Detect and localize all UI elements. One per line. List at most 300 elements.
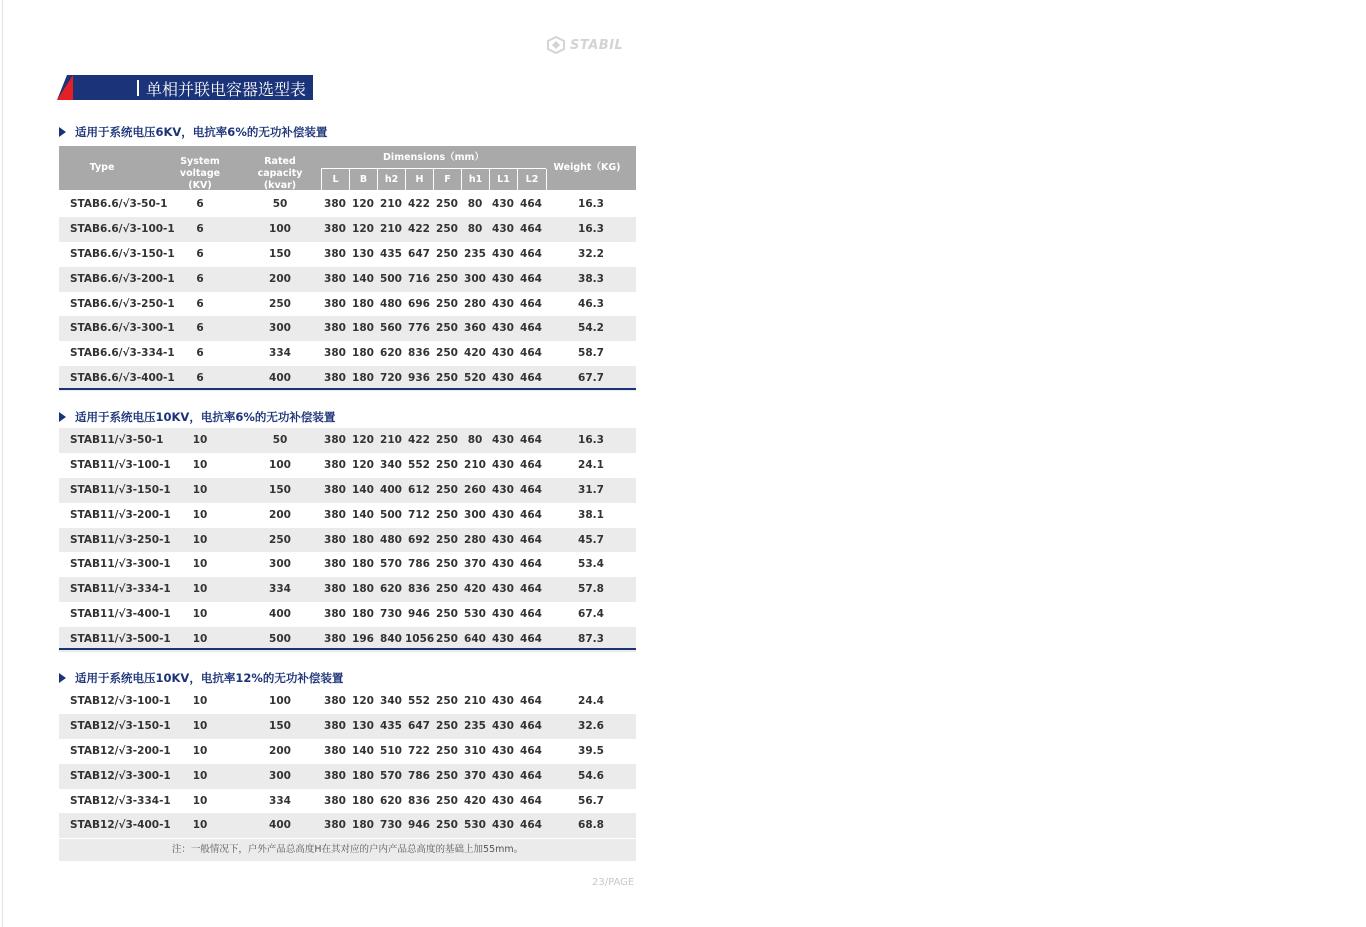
header-weight: Weight（KG) xyxy=(553,162,621,173)
table-row xyxy=(59,689,636,714)
cell-weight: 24.4 xyxy=(578,695,604,707)
cell-dim-l2: 464 xyxy=(520,247,542,260)
cell-dim-b: 180 xyxy=(352,322,374,335)
cell-type: STAB11/√3-50-1 xyxy=(70,434,164,446)
cell-dim-h2: 480 xyxy=(380,533,402,546)
cell-type: STAB6.6/√3-150-1 xyxy=(70,247,175,260)
cell-type: STAB11/√3-500-1 xyxy=(70,633,171,646)
table-row xyxy=(59,739,636,764)
cell-capacity: 150 xyxy=(269,247,291,260)
cell-dim-l: 380 xyxy=(324,695,346,707)
cell-dim-l2: 464 xyxy=(520,794,542,807)
cell-dim-h2: 620 xyxy=(380,794,402,807)
cell-dim-h: 422 xyxy=(408,198,430,210)
cell-dim-l1: 430 xyxy=(492,583,514,596)
cell-voltage: 6 xyxy=(196,347,204,360)
cell-dim-h1: 235 xyxy=(464,719,486,732)
cell-weight: 56.7 xyxy=(578,794,604,807)
cell-dim-h1: 80 xyxy=(467,198,483,210)
section-heading-1 xyxy=(59,124,327,140)
page-title-banner xyxy=(57,75,313,100)
cell-weight: 53.4 xyxy=(578,558,604,571)
cell-dim-h: 716 xyxy=(408,272,430,285)
header-voltage-line1: System voltage xyxy=(179,156,221,179)
cell-dim-l1: 430 xyxy=(492,372,514,385)
cell-capacity: 250 xyxy=(269,297,291,310)
cell-dim-h1: 235 xyxy=(464,247,486,260)
cell-dim-l: 380 xyxy=(324,819,346,832)
cell-dim-h: 836 xyxy=(408,583,430,596)
cell-dim-l1: 430 xyxy=(492,458,514,471)
cell-dim-l2: 464 xyxy=(520,272,542,285)
cell-dim-l1: 430 xyxy=(492,794,514,807)
table-row xyxy=(59,428,636,453)
cell-dim-l2: 464 xyxy=(520,508,542,521)
cell-weight: 67.7 xyxy=(578,372,604,385)
cell-weight: 38.1 xyxy=(578,508,604,521)
cell-capacity: 400 xyxy=(269,608,291,621)
cell-type: STAB6.6/√3-50-1 xyxy=(70,198,168,210)
cell-weight: 45.7 xyxy=(578,533,604,546)
cell-dim-l1: 430 xyxy=(492,508,514,521)
cell-type: STAB12/√3-150-1 xyxy=(70,719,171,732)
cell-dim-b: 180 xyxy=(352,794,374,807)
cell-dim-l: 380 xyxy=(324,347,346,360)
table-body-section-1 xyxy=(59,192,636,391)
cell-dim-l2: 464 xyxy=(520,198,542,210)
cell-type: STAB12/√3-400-1 xyxy=(70,819,171,832)
brand-logo-text: STABIL xyxy=(570,37,624,53)
cell-dim-l2: 464 xyxy=(520,483,542,496)
cell-type: STAB11/√3-100-1 xyxy=(70,458,171,471)
cell-type: STAB6.6/√3-334-1 xyxy=(70,347,175,360)
cell-weight: 32.6 xyxy=(578,719,604,732)
header-voltage-line2: (KV) xyxy=(188,180,212,191)
cell-voltage: 10 xyxy=(192,458,208,471)
cell-type: STAB12/√3-200-1 xyxy=(70,744,171,757)
cell-dim-l: 380 xyxy=(324,222,346,235)
cell-dim-b: 196 xyxy=(352,633,374,646)
cell-dim-l1: 430 xyxy=(492,247,514,260)
cell-dim-h: 836 xyxy=(408,794,430,807)
cell-dim-b: 180 xyxy=(352,372,374,385)
cell-dim-l1: 430 xyxy=(492,297,514,310)
cell-weight: 16.3 xyxy=(578,222,604,235)
cell-voltage: 6 xyxy=(196,297,204,310)
cell-dim-b: 120 xyxy=(352,434,374,446)
cell-type: STAB6.6/√3-200-1 xyxy=(70,272,175,285)
section-heading-3 xyxy=(59,670,343,686)
cell-dim-b: 180 xyxy=(352,769,374,782)
cell-capacity: 400 xyxy=(269,372,291,385)
cell-dim-l1: 430 xyxy=(492,769,514,782)
cell-voltage: 6 xyxy=(196,247,204,260)
cell-capacity: 334 xyxy=(269,794,291,807)
cell-weight: 38.3 xyxy=(578,272,604,285)
cell-dim-h2: 435 xyxy=(380,247,402,260)
cell-dim-f: 250 xyxy=(436,533,458,546)
cell-dim-b: 180 xyxy=(352,583,374,596)
cell-dim-b: 180 xyxy=(352,558,374,571)
cell-dim-l2: 464 xyxy=(520,558,542,571)
cell-dim-f: 250 xyxy=(436,558,458,571)
triangle-bullet-icon xyxy=(59,412,66,422)
table-row xyxy=(59,292,636,317)
table-header xyxy=(59,146,636,190)
table-body-section-3 xyxy=(59,689,636,838)
cell-dim-f: 250 xyxy=(436,508,458,521)
table-row xyxy=(59,764,636,789)
cell-type: STAB6.6/√3-300-1 xyxy=(70,322,175,335)
cell-dim-b: 120 xyxy=(352,198,374,210)
cell-dim-h: 552 xyxy=(408,458,430,471)
cell-dim-h2: 840 xyxy=(380,633,402,646)
cell-voltage: 6 xyxy=(196,272,204,285)
cell-dim-h2: 500 xyxy=(380,272,402,285)
cell-dim-l1: 430 xyxy=(492,347,514,360)
cell-dim-l: 380 xyxy=(324,583,346,596)
cell-dim-l1: 430 xyxy=(492,198,514,210)
cell-dim-l2: 464 xyxy=(520,297,542,310)
table-row xyxy=(59,714,636,739)
header-dim-h1: h1 xyxy=(461,169,489,190)
section-title: 适用于系统电压6KV，电抗率6%的无功补偿装置 xyxy=(75,125,328,139)
section-rule-1 xyxy=(59,388,636,390)
table-body-section-2 xyxy=(59,428,636,652)
cell-weight: 54.2 xyxy=(578,322,604,335)
table-row xyxy=(59,602,636,627)
table-row xyxy=(59,528,636,553)
header-dim-l2: L2 xyxy=(517,169,547,190)
cell-dim-b: 140 xyxy=(352,272,374,285)
cell-dim-b: 180 xyxy=(352,297,374,310)
cell-voltage: 10 xyxy=(192,633,208,646)
cell-weight: 67.4 xyxy=(578,608,604,621)
cell-weight: 58.7 xyxy=(578,347,604,360)
table-row xyxy=(59,341,636,366)
cell-dim-l1: 430 xyxy=(492,434,514,446)
cell-dim-h2: 340 xyxy=(380,458,402,471)
cell-type: STAB11/√3-400-1 xyxy=(70,608,171,621)
cell-dim-b: 140 xyxy=(352,744,374,757)
cell-capacity: 150 xyxy=(269,483,291,496)
page-edge-rule xyxy=(2,0,3,927)
cell-voltage: 10 xyxy=(192,483,208,496)
table-row xyxy=(59,478,636,503)
cell-voltage: 10 xyxy=(192,608,208,621)
cell-type: STAB6.6/√3-250-1 xyxy=(70,297,175,310)
cell-dim-h2: 620 xyxy=(380,347,402,360)
cell-dim-h2: 500 xyxy=(380,508,402,521)
cell-dim-h2: 435 xyxy=(380,719,402,732)
cell-dim-f: 250 xyxy=(436,222,458,235)
cell-dim-f: 250 xyxy=(436,719,458,732)
cell-dim-l: 380 xyxy=(324,247,346,260)
cell-dim-l1: 430 xyxy=(492,633,514,646)
cell-dim-h1: 210 xyxy=(464,458,486,471)
cell-capacity: 300 xyxy=(269,558,291,571)
cell-dim-l2: 464 xyxy=(520,322,542,335)
table-row xyxy=(59,503,636,528)
cell-dim-h: 647 xyxy=(408,247,430,260)
cell-dim-b: 180 xyxy=(352,347,374,360)
cell-voltage: 10 xyxy=(192,719,208,732)
cell-dim-b: 130 xyxy=(352,719,374,732)
header-dim-f: F xyxy=(433,169,461,190)
cell-type: STAB12/√3-334-1 xyxy=(70,794,171,807)
cell-voltage: 10 xyxy=(192,434,208,446)
cell-dim-f: 250 xyxy=(436,372,458,385)
cell-dim-b: 180 xyxy=(352,608,374,621)
cell-dim-l2: 464 xyxy=(520,695,542,707)
cell-dim-h: 936 xyxy=(408,372,430,385)
cell-dim-l2: 464 xyxy=(520,769,542,782)
cell-dim-b: 180 xyxy=(352,819,374,832)
triangle-bullet-icon xyxy=(59,673,66,683)
cell-dim-h: 776 xyxy=(408,322,430,335)
cell-dim-h2: 560 xyxy=(380,322,402,335)
title-white-accent xyxy=(57,75,67,100)
cell-dim-b: 120 xyxy=(352,695,374,707)
cell-type: STAB12/√3-100-1 xyxy=(70,695,171,707)
cell-dim-f: 250 xyxy=(436,744,458,757)
cell-dim-h: 552 xyxy=(408,695,430,707)
cell-dim-l1: 430 xyxy=(492,819,514,832)
cell-capacity: 400 xyxy=(269,819,291,832)
cell-type: STAB6.6/√3-400-1 xyxy=(70,372,175,385)
cell-dim-l2: 464 xyxy=(520,533,542,546)
page-title: 单相并联电容器选型表 xyxy=(146,80,307,99)
cell-dim-l: 380 xyxy=(324,558,346,571)
cell-dim-l2: 464 xyxy=(520,347,542,360)
cell-dim-l: 380 xyxy=(324,272,346,285)
cell-dim-l2: 464 xyxy=(520,434,542,446)
cell-dim-f: 250 xyxy=(436,695,458,707)
cell-dim-l1: 430 xyxy=(492,272,514,285)
cell-dim-h: 612 xyxy=(408,483,430,496)
cell-weight: 16.3 xyxy=(578,198,604,210)
cell-dim-l: 380 xyxy=(324,769,346,782)
header-capacity-line2: (kvar) xyxy=(263,180,297,191)
cell-voltage: 6 xyxy=(196,372,204,385)
cell-weight: 16.3 xyxy=(578,434,604,446)
cell-dim-h1: 80 xyxy=(467,222,483,235)
cell-dim-l: 380 xyxy=(324,322,346,335)
table-row xyxy=(59,267,636,292)
cell-weight: 57.8 xyxy=(578,583,604,596)
section-rule-2 xyxy=(59,648,636,650)
cell-dim-l1: 430 xyxy=(492,483,514,496)
cell-dim-l1: 430 xyxy=(492,608,514,621)
cell-dim-h2: 720 xyxy=(380,372,402,385)
cell-capacity: 150 xyxy=(269,719,291,732)
cell-type: STAB11/√3-200-1 xyxy=(70,508,171,521)
cell-dim-f: 250 xyxy=(436,247,458,260)
header-dim-l: L xyxy=(321,169,349,190)
cell-capacity: 200 xyxy=(269,744,291,757)
table-row xyxy=(59,316,636,341)
cell-dim-h2: 210 xyxy=(380,222,402,235)
cell-dim-h1: 420 xyxy=(464,583,486,596)
section-heading-2 xyxy=(59,409,335,425)
cell-dim-l: 380 xyxy=(324,719,346,732)
cell-dim-l1: 430 xyxy=(492,222,514,235)
table-row xyxy=(59,192,636,217)
cell-dim-f: 250 xyxy=(436,434,458,446)
cell-voltage: 10 xyxy=(192,558,208,571)
header-dim-l1: L1 xyxy=(489,169,517,190)
cell-capacity: 500 xyxy=(269,633,291,646)
cell-dim-h: 422 xyxy=(408,222,430,235)
cell-dim-h: 836 xyxy=(408,347,430,360)
cell-dim-h2: 730 xyxy=(380,608,402,621)
cell-dim-h1: 530 xyxy=(464,608,486,621)
cell-dim-h: 1056 xyxy=(405,633,435,646)
cell-dim-f: 250 xyxy=(436,633,458,646)
cell-dim-h1: 280 xyxy=(464,297,486,310)
cell-type: STAB12/√3-300-1 xyxy=(70,769,171,782)
cell-dim-h1: 530 xyxy=(464,819,486,832)
section-title: 适用于系统电压10KV，电抗率12%的无功补偿装置 xyxy=(75,671,344,685)
cell-dim-h1: 300 xyxy=(464,508,486,521)
cell-dim-l: 380 xyxy=(324,198,346,210)
cell-voltage: 6 xyxy=(196,322,204,335)
cell-dim-h1: 360 xyxy=(464,322,486,335)
cell-capacity: 100 xyxy=(269,458,291,471)
table-row xyxy=(59,217,636,242)
cell-dim-h: 722 xyxy=(408,744,430,757)
cell-voltage: 10 xyxy=(192,583,208,596)
cell-capacity: 300 xyxy=(269,769,291,782)
cell-dim-h1: 210 xyxy=(464,695,486,707)
cell-dim-b: 140 xyxy=(352,483,374,496)
cell-dim-h: 422 xyxy=(408,434,430,446)
table-row xyxy=(59,789,636,814)
header-type: Type xyxy=(89,162,115,173)
cell-capacity: 200 xyxy=(269,508,291,521)
cell-dim-l2: 464 xyxy=(520,819,542,832)
cell-dim-h1: 310 xyxy=(464,744,486,757)
stabil-logo-icon xyxy=(546,36,566,54)
cell-type: STAB11/√3-150-1 xyxy=(70,483,171,496)
cell-type: STAB11/√3-334-1 xyxy=(70,583,171,596)
title-divider xyxy=(137,80,139,96)
header-dimensions: Dimensions（mm） xyxy=(383,152,484,163)
cell-weight: 24.1 xyxy=(578,458,604,471)
header-dim-b: B xyxy=(349,169,377,190)
cell-dim-l: 380 xyxy=(324,533,346,546)
cell-dim-h: 946 xyxy=(408,608,430,621)
table-row xyxy=(59,813,636,838)
cell-dim-h: 692 xyxy=(408,533,430,546)
cell-dim-f: 250 xyxy=(436,583,458,596)
cell-voltage: 6 xyxy=(196,222,204,235)
header-dim-h: H xyxy=(405,169,433,190)
cell-dim-l: 380 xyxy=(324,458,346,471)
cell-dim-l: 380 xyxy=(324,794,346,807)
cell-dim-l: 380 xyxy=(324,633,346,646)
cell-voltage: 10 xyxy=(192,769,208,782)
cell-voltage: 10 xyxy=(192,508,208,521)
cell-weight: 68.8 xyxy=(578,819,604,832)
cell-voltage: 10 xyxy=(192,819,208,832)
cell-dim-h1: 370 xyxy=(464,558,486,571)
table-row xyxy=(59,453,636,478)
cell-weight: 54.6 xyxy=(578,769,604,782)
cell-dim-b: 140 xyxy=(352,508,374,521)
cell-dim-f: 250 xyxy=(436,608,458,621)
cell-dim-l2: 464 xyxy=(520,372,542,385)
footnote: 注：一般情况下，户外产品总高度H在其对应的户内产品总高度的基础上加55mm。 xyxy=(59,839,636,861)
cell-capacity: 334 xyxy=(269,347,291,360)
cell-dim-f: 250 xyxy=(436,347,458,360)
cell-dim-h1: 300 xyxy=(464,272,486,285)
cell-weight: 39.5 xyxy=(578,744,604,757)
cell-weight: 32.2 xyxy=(578,247,604,260)
cell-type: STAB11/√3-300-1 xyxy=(70,558,171,571)
cell-dim-h1: 420 xyxy=(464,794,486,807)
cell-dim-h1: 640 xyxy=(464,633,486,646)
cell-capacity: 300 xyxy=(269,322,291,335)
cell-dim-l2: 464 xyxy=(520,458,542,471)
cell-dim-f: 250 xyxy=(436,322,458,335)
cell-capacity: 50 xyxy=(272,434,288,446)
cell-dim-h2: 400 xyxy=(380,483,402,496)
cell-dim-l2: 464 xyxy=(520,608,542,621)
cell-weight: 87.3 xyxy=(578,633,604,646)
cell-dim-h1: 280 xyxy=(464,533,486,546)
cell-dim-l2: 464 xyxy=(520,633,542,646)
cell-dim-f: 250 xyxy=(436,819,458,832)
cell-dim-h2: 570 xyxy=(380,769,402,782)
cell-capacity: 100 xyxy=(269,222,291,235)
cell-dim-h2: 620 xyxy=(380,583,402,596)
header-dim-h2: h2 xyxy=(377,169,405,190)
table-row xyxy=(59,242,636,267)
cell-dim-f: 250 xyxy=(436,483,458,496)
cell-dim-h: 712 xyxy=(408,508,430,521)
cell-dim-l: 380 xyxy=(324,508,346,521)
cell-dim-l2: 464 xyxy=(520,583,542,596)
cell-dim-l2: 464 xyxy=(520,719,542,732)
cell-dim-h2: 210 xyxy=(380,434,402,446)
table-row xyxy=(59,577,636,602)
cell-dim-l: 380 xyxy=(324,434,346,446)
cell-dim-f: 250 xyxy=(436,769,458,782)
table-row xyxy=(59,552,636,577)
cell-dim-h: 786 xyxy=(408,769,430,782)
header-capacity-line1: Rated capacity xyxy=(257,156,303,179)
cell-capacity: 250 xyxy=(269,533,291,546)
header-voltage xyxy=(161,156,239,192)
cell-dim-f: 250 xyxy=(436,794,458,807)
cell-dim-l: 380 xyxy=(324,483,346,496)
cell-dim-b: 120 xyxy=(352,222,374,235)
cell-dim-l2: 464 xyxy=(520,222,542,235)
header-capacity xyxy=(241,156,319,192)
cell-dim-l1: 430 xyxy=(492,558,514,571)
cell-dim-f: 250 xyxy=(436,198,458,210)
cell-capacity: 200 xyxy=(269,272,291,285)
cell-dim-h: 786 xyxy=(408,558,430,571)
cell-dim-h1: 370 xyxy=(464,769,486,782)
brand-logo xyxy=(546,36,623,54)
cell-type: STAB11/√3-250-1 xyxy=(70,533,171,546)
cell-capacity: 100 xyxy=(269,695,291,707)
cell-dim-h2: 340 xyxy=(380,695,402,707)
cell-dim-l1: 430 xyxy=(492,695,514,707)
cell-dim-h1: 520 xyxy=(464,372,486,385)
